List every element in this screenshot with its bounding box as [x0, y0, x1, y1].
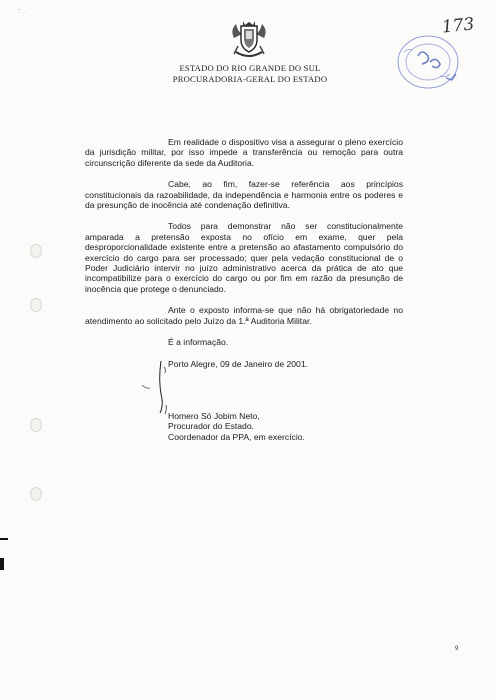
- punch-hole: [30, 487, 42, 501]
- paragraph: Cabe, ao fim, fazer-se referência aos princípios constitucionais da razoabilidade, da independência e harmonia entre os poderes e da presunção de inocência até condenação definitiva.: [85, 179, 403, 211]
- place-date: Porto Alegre, 09 de Janeiro de 2001.: [168, 358, 308, 369]
- signer-name: Homero Só Jobim Neto,: [168, 410, 260, 421]
- punch-hole: [30, 298, 42, 312]
- paragraph: Em realidade o dispositivo visa a assegurar o pleno exercício da jurisdição militar, por isso impede a transferência ou remoção para outra circunscrição diferente da sede da Auditoria.: [85, 137, 403, 168]
- binding-edge-mark: [0, 538, 8, 540]
- handwritten-page-number: 173: [440, 14, 476, 38]
- signer-title: Procurador do Estado.: [168, 421, 254, 432]
- protocol-stamp: [388, 12, 480, 102]
- scan-mark: ˘ ·: [18, 8, 26, 17]
- paragraph: Todos para demonstrar não ser constitucionalmente amparada a pretensão exposta no ofício em exame, quer pela desproporcionalidade existente entre a pretensão ao afastamento compulsório do exercício do cargo para ser processado; quer pela vedação constitucional de o Poder Judiciário intervir no juízo administrativo acerca da prática de ato que incompatibilize para o exercício do cargo ou por fim em razão da presunção de inocência que protege o denunciado.: [85, 221, 403, 294]
- page-number: 9: [455, 646, 459, 652]
- binding-edge-mark: [0, 558, 4, 570]
- handwritten-signature: [140, 359, 280, 415]
- signer-role: Coordenador da PPA, em exercício.: [168, 431, 305, 442]
- punch-hole: [30, 244, 42, 258]
- letterhead-state: ESTADO DO RIO GRANDE DO SUL: [179, 63, 321, 73]
- punch-hole: [30, 418, 42, 432]
- coat-of-arms-icon: [228, 18, 270, 60]
- letterhead-agency: PROCURADORIA-GERAL DO ESTADO: [172, 74, 328, 84]
- closing-line: É a informação.: [168, 337, 229, 348]
- letterhead: [100, 63, 400, 85]
- paragraph: Ante o exposto informa-se que não há obrigatoriedade no atendimento ao solicitado pelo Juízo da 1.ª Auditoria Militar.: [85, 305, 403, 326]
